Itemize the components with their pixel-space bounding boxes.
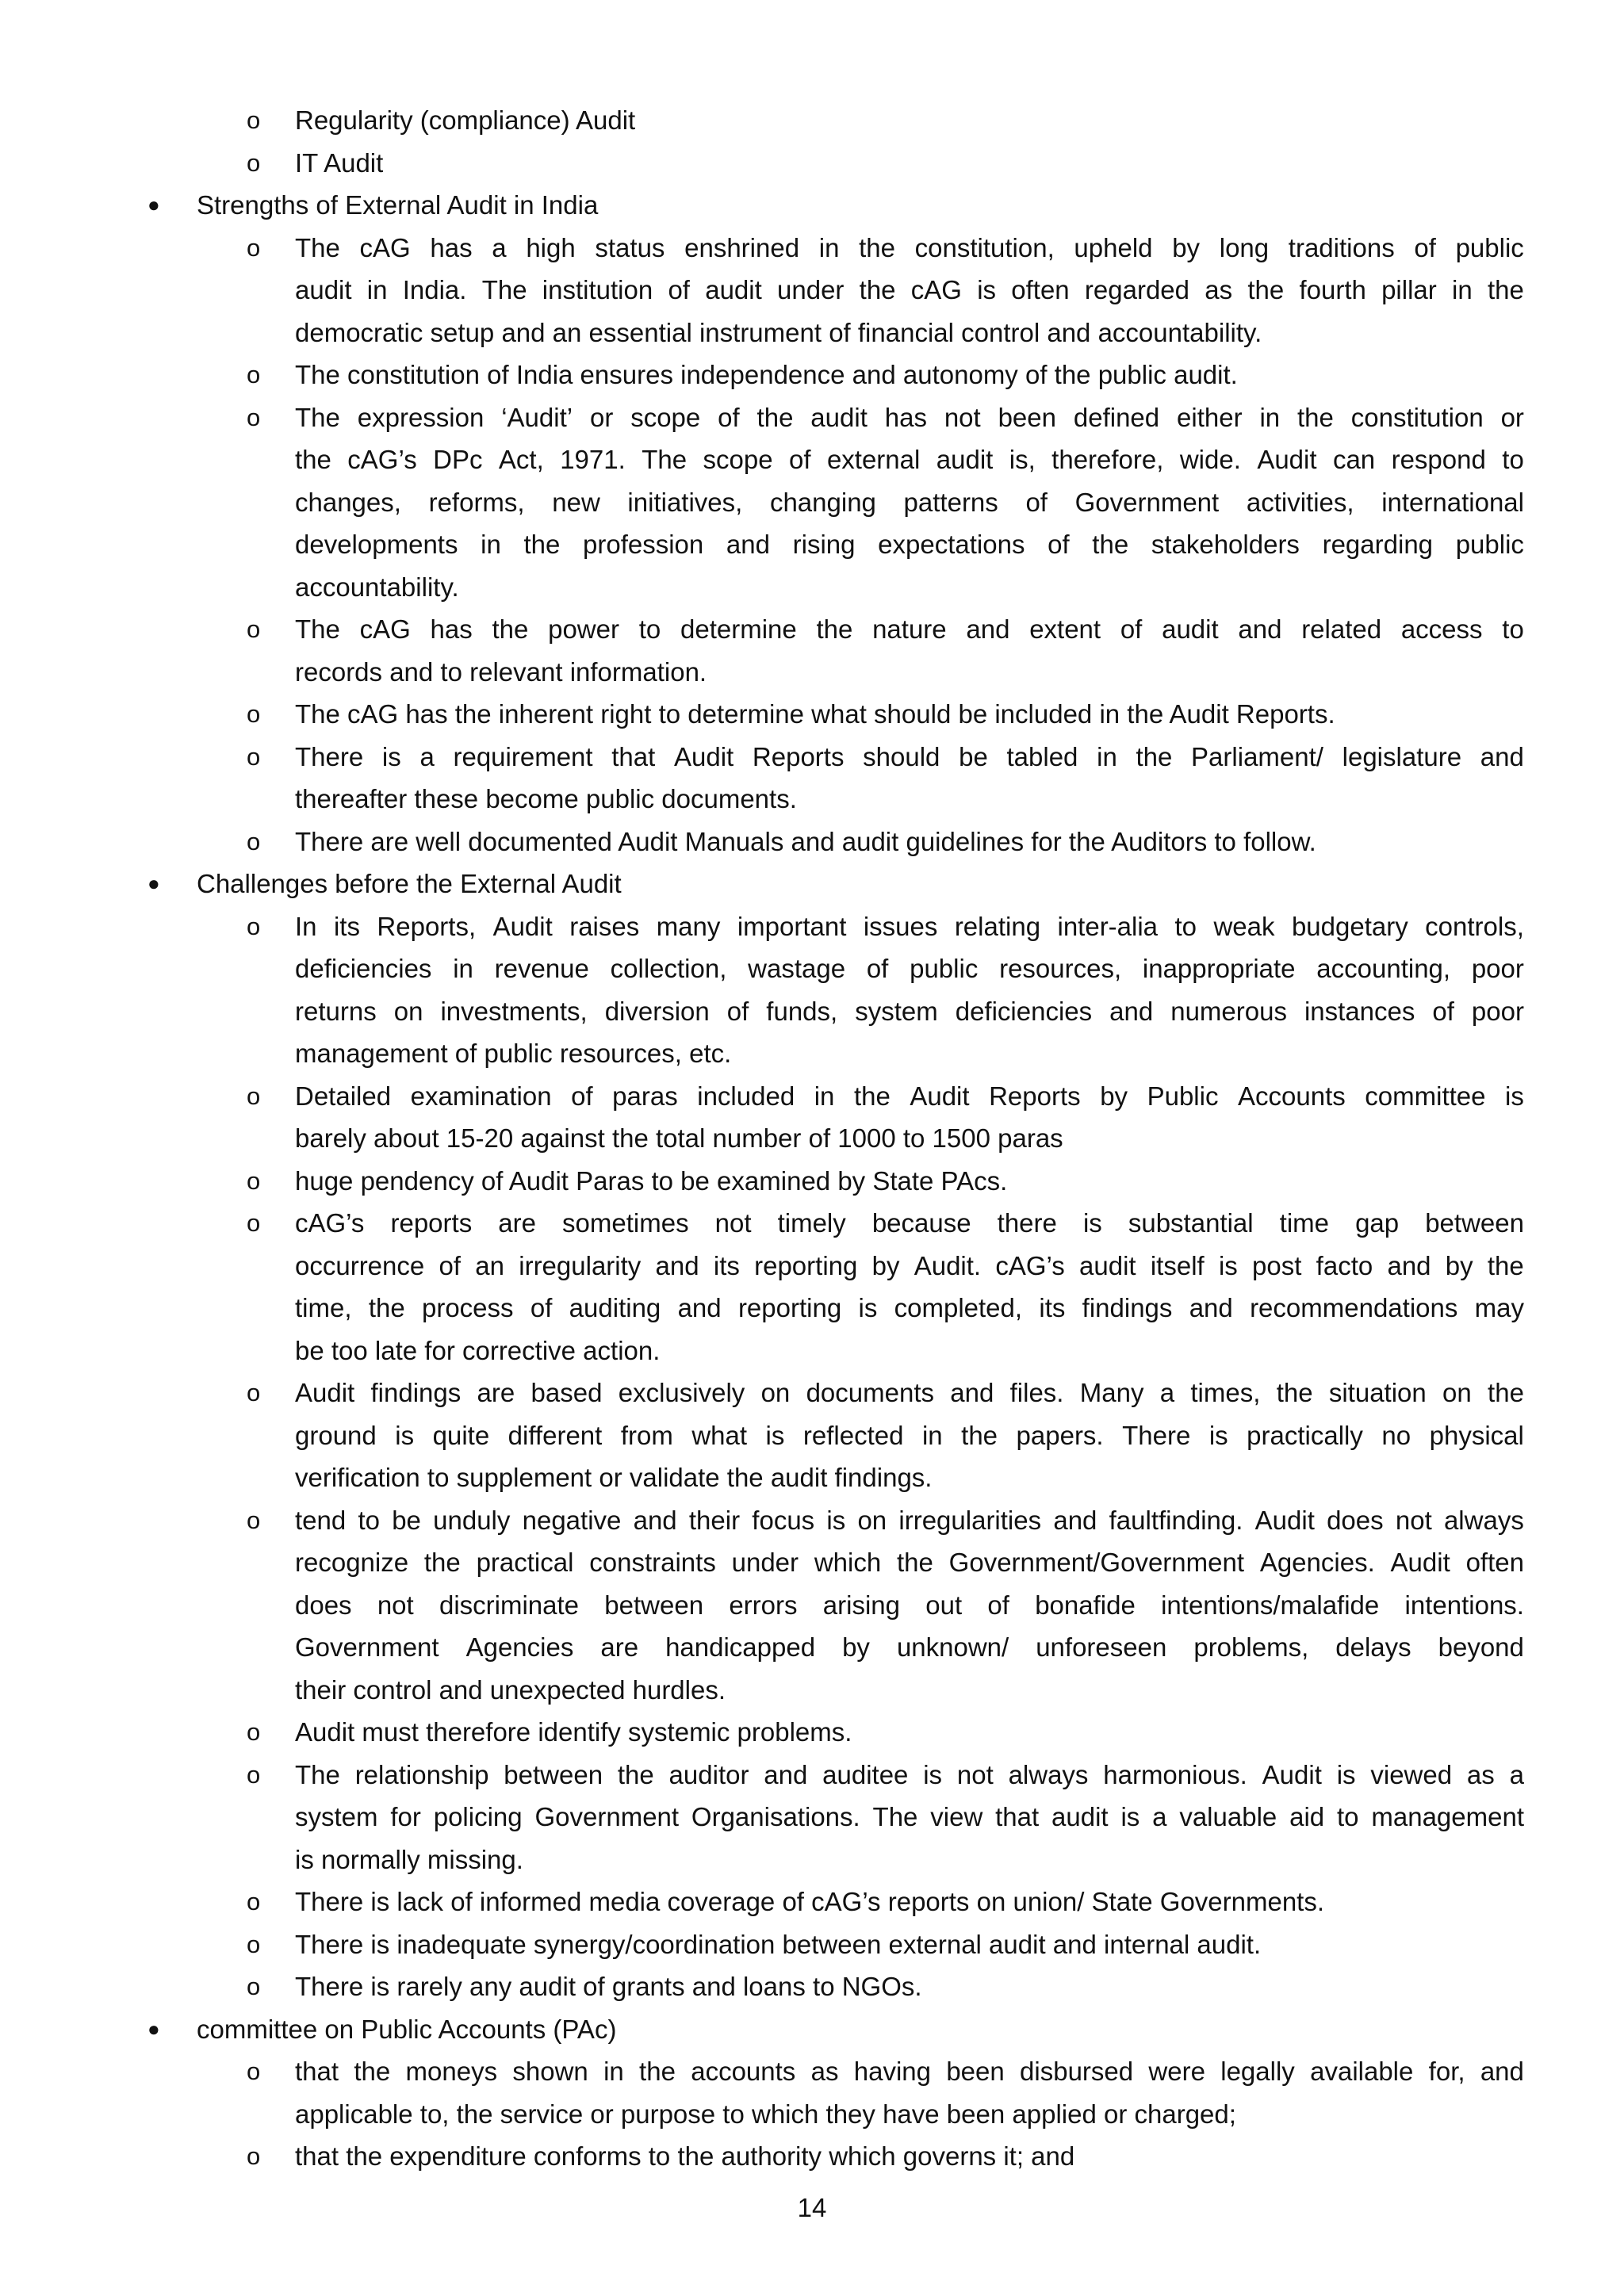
sub-bullet-marker: o [247, 1379, 261, 1406]
list-item-text: Regularity (compliance) Audit [295, 105, 636, 135]
list-item-text: verification to supplement or validate the audit findings. [295, 1463, 933, 1492]
list-item-text: The expression ‘Audit’ or scope of the audit has not been defined either in the constitution or [295, 402, 1524, 432]
list-item-continuation [0, 1669, 1624, 1712]
list-item-text: system for policing Government Organisations. The view that audit is a valuable aid to management [295, 1802, 1524, 1831]
list-item [0, 693, 1624, 736]
section-heading [0, 184, 1624, 227]
list-item [0, 354, 1624, 396]
section-heading-text: Challenges before the External Audit [197, 869, 622, 898]
sub-bullet-marker: o [247, 403, 261, 431]
list-item [0, 1923, 1624, 1966]
sub-bullet-marker: o [247, 148, 261, 177]
section-heading [0, 2008, 1624, 2051]
list-item-text: Government Agencies are handicapped by unknown/ unforeseen problems, delays beyond [295, 1632, 1524, 1662]
sub-bullet-marker: o [247, 361, 261, 388]
list-item [0, 99, 1624, 142]
list-item [0, 1754, 1624, 1797]
list-item [0, 736, 1624, 779]
sub-bullet-marker: o [247, 827, 261, 855]
document-body [0, 99, 1624, 2178]
list-item [0, 1711, 1624, 1754]
bullet-marker: ● [147, 193, 160, 216]
sub-bullet-marker: o [247, 912, 261, 940]
section-heading-text: committee on Public Accounts (PAc) [197, 2014, 617, 2044]
list-item-text: The relationship between the auditor and auditee is not always harmonious. Audit is viewed as a [295, 1759, 1524, 1789]
list-item-continuation [0, 1839, 1624, 1881]
list-item-continuation [0, 566, 1624, 609]
list-item-text: applicable to, the service or purpose to which they have been applied or charged; [295, 2099, 1236, 2129]
list-item-continuation [0, 1117, 1624, 1160]
list-item-continuation [0, 1584, 1624, 1627]
list-item-continuation [0, 438, 1624, 481]
sub-bullet-marker: o [247, 1718, 261, 1746]
list-item-text: accountability. [295, 572, 459, 602]
list-item-continuation [0, 2093, 1624, 2136]
list-item-continuation [0, 990, 1624, 1033]
sub-bullet-marker: o [247, 233, 261, 262]
list-item-text: cAG’s reports are sometimes not timely because there is substantial time gap between [295, 1208, 1524, 1238]
section-heading-text: Strengths of External Audit in India [197, 190, 599, 220]
list-item-text: The constitution of India ensures independence and autonomy of the public audit. [295, 360, 1238, 389]
list-item-continuation [0, 947, 1624, 990]
list-item-continuation [0, 1287, 1624, 1330]
list-item-text: The cAG has a high status enshrined in the constitution, upheld by long traditions of public [295, 232, 1524, 262]
list-item-text: huge pendency of Audit Paras to be examined by State PAcs. [295, 1165, 1008, 1196]
list-item-continuation [0, 481, 1624, 524]
list-item-text: The cAG has the inherent right to determine what should be included in the Audit Reports. [295, 699, 1335, 729]
list-item [0, 608, 1624, 651]
list-item-text: There is a requirement that Audit Reports should be tabled in the Parliament/ legislature and [295, 741, 1524, 771]
list-item [0, 227, 1624, 270]
list-item [0, 396, 1624, 439]
list-item-text: changes, reforms, new initiatives, changing patterns of Government activities, international [295, 487, 1524, 517]
sub-bullet-marker: o [247, 2057, 261, 2085]
bullet-marker: ● [147, 2016, 160, 2041]
sub-bullet-marker: o [247, 106, 261, 134]
sub-bullet-marker: o [247, 1888, 261, 1915]
list-item-continuation [0, 312, 1624, 354]
list-item [0, 821, 1624, 863]
list-item [0, 1372, 1624, 1414]
list-item-text: democratic setup and an essential instrument of financial control and accountability. [295, 317, 1262, 347]
list-item [0, 142, 1624, 185]
sub-bullet-marker: o [247, 700, 261, 728]
sub-bullet-marker: o [247, 2142, 261, 2170]
list-item [0, 1499, 1624, 1542]
list-item-continuation [0, 1626, 1624, 1669]
list-item [0, 1075, 1624, 1118]
sub-bullet-marker: o [247, 1506, 261, 1534]
list-item-continuation [0, 651, 1624, 694]
list-item-text: that the expenditure conforms to the authority which governs it; and [295, 2141, 1075, 2171]
list-item-text: IT Audit [295, 147, 384, 178]
list-item-text: is normally missing. [295, 1844, 523, 1874]
list-item-continuation [0, 269, 1624, 312]
list-item-text: There is rarely any audit of grants and loans to NGOs. [295, 1972, 922, 2001]
sub-bullet-marker: o [247, 1930, 261, 1958]
list-item-text: occurrence of an irregularity and its reporting by Audit. cAG’s audit itself is post facto and by the [295, 1250, 1524, 1280]
sub-bullet-marker: o [247, 1081, 261, 1110]
list-item-text: barely about 15-20 against the total number of 1000 to 1500 paras [295, 1123, 1063, 1153]
list-item-continuation [0, 778, 1624, 821]
list-item-text: Audit must therefore identify systemic problems. [295, 1717, 852, 1747]
list-item [0, 1202, 1624, 1245]
list-item-text: management of public resources, etc. [295, 1039, 732, 1068]
list-item-text: records and to relevant information. [295, 656, 707, 687]
sub-bullet-marker: o [247, 1760, 261, 1789]
list-item-text: Audit findings are based exclusively on documents and files. Many a times, the situation on the [295, 1378, 1524, 1407]
section-heading [0, 863, 1624, 905]
list-item [0, 2050, 1624, 2093]
list-item-text: be too late for corrective action. [295, 1335, 661, 1365]
list-item-text: audit in India. The institution of audit under the cAG is often regarded as the fourth pillar in the [295, 275, 1524, 304]
list-item-text: In its Reports, Audit raises many important issues relating inter-alia to weak budgetary controls, [295, 911, 1524, 941]
list-item-text: There are well documented Audit Manuals and audit guidelines for the Auditors to follow. [295, 826, 1316, 856]
list-item-continuation [0, 1032, 1624, 1075]
list-item-text: the cAG’s DPc Act, 1971. The scope of external audit is, therefore, wide. Audit can respond to [295, 445, 1524, 474]
sub-bullet-marker: o [247, 1209, 261, 1237]
sub-bullet-marker: o [247, 1973, 261, 2000]
list-item [0, 1160, 1624, 1203]
list-item-continuation [0, 1796, 1624, 1839]
list-item [0, 2135, 1624, 2178]
list-item-continuation [0, 1541, 1624, 1584]
page-number: 14 [797, 2193, 827, 2222]
list-item-text: There is inadequate synergy/coordination between external audit and internal audit. [295, 1929, 1262, 1959]
list-item-text: There is lack of informed media coverage of cAG’s reports on union/ State Governments. [295, 1887, 1325, 1916]
list-item-text: their control and unexpected hurdles. [295, 1674, 726, 1705]
list-item-text: thereafter these become public documents. [295, 784, 797, 813]
list-item-continuation [0, 1456, 1624, 1499]
list-item-text: tend to be unduly negative and their focus is on irregularities and faultfinding. Audit does not always [295, 1505, 1524, 1535]
list-item-text: Detailed examination of paras included in the Audit Reports by Public Accounts committee is [295, 1081, 1524, 1111]
list-item-text: time, the process of auditing and reporting is completed, its findings and recommendations may [295, 1293, 1524, 1322]
list-item-text: deficiencies in revenue collection, wastage of public resources, inappropriate accounting, poor [295, 954, 1524, 983]
list-item [0, 1965, 1624, 2008]
list-item-text: that the moneys shown in the accounts as having been disbursed were legally available for, and [295, 2057, 1524, 2086]
list-item-text: developments in the profession and rising expectations of the stakeholders regarding public [295, 530, 1524, 559]
sub-bullet-marker: o [247, 742, 261, 771]
list-item-text: recognize the practical constraints under which the Government/Government Agencies. Audit often [295, 1548, 1524, 1577]
sub-bullet-marker: o [247, 1166, 261, 1195]
list-item-continuation [0, 1330, 1624, 1372]
bullet-marker: ● [147, 871, 160, 895]
list-item-continuation [0, 523, 1624, 566]
list-item-text: returns on investments, diversion of funds, system deficiencies and numerous instances of poor [295, 996, 1524, 1026]
sub-bullet-marker: o [247, 615, 261, 643]
list-item-continuation [0, 1245, 1624, 1288]
list-item [0, 1881, 1624, 1923]
list-item-text: does not discriminate between errors arising out of bonafide intentions/malafide intentions. [295, 1590, 1524, 1620]
list-item-text: ground is quite different from what is reflected in the papers. There is practically no physical [295, 1420, 1524, 1450]
list-item-text: The cAG has the power to determine the nature and extent of audit and related access to [295, 614, 1524, 644]
list-item [0, 905, 1624, 948]
list-item-continuation [0, 1414, 1624, 1457]
